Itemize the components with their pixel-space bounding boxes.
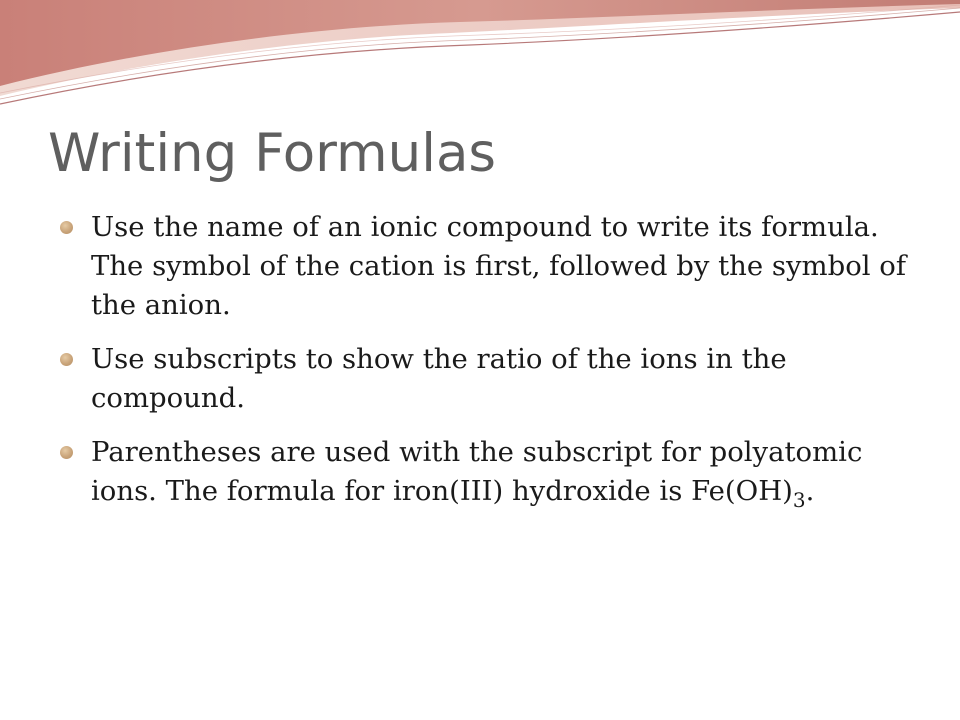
- formula-period: .: [805, 475, 815, 507]
- bullet-dot-icon: [60, 446, 73, 459]
- bullet-item-3: [60, 433, 920, 511]
- bullet-item-2: [60, 340, 920, 418]
- slide-title: Writing Formulas: [48, 123, 497, 184]
- formula-base: Fe(OH): [691, 475, 793, 507]
- bullet-dot-icon: [60, 221, 73, 234]
- bullet-dot-icon: [60, 353, 73, 366]
- bullet-text-2: Use subscripts to show the ratio of the ions in the compound.: [91, 343, 787, 414]
- header-decoration: [0, 0, 960, 110]
- bullet-list: [60, 208, 920, 526]
- bullet-text-3: Parentheses are used with the subscript for polyatomic ions. The formula for iron(III) hydroxide is: [91, 436, 863, 507]
- bullet-item-1: [60, 208, 920, 325]
- formula-subscript: 3: [792, 488, 806, 512]
- bullet-text-1: Use the name of an ionic compound to write its formula. The symbol of the cation is first, followed by the symbol of the anion.: [91, 211, 907, 321]
